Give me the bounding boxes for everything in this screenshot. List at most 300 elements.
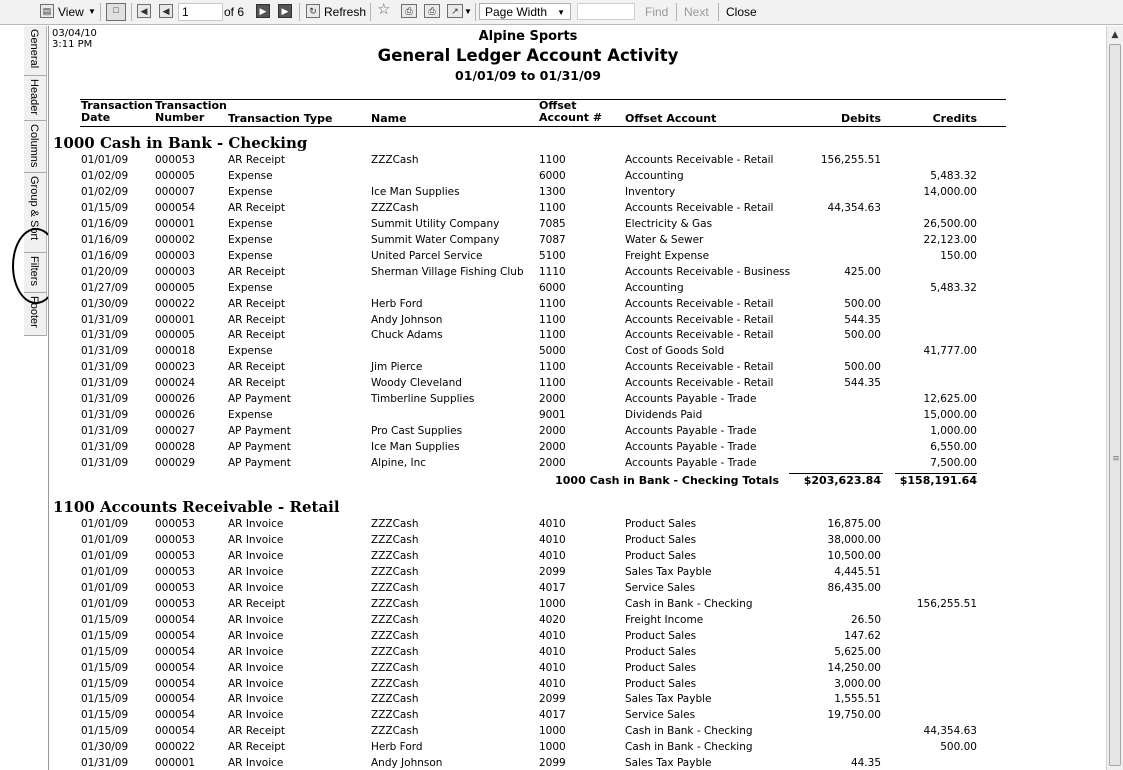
cell-type: AR Invoice	[228, 613, 284, 626]
ledger-row	[49, 645, 1007, 660]
cell-offset-account-number: 2000	[539, 393, 566, 406]
cell-name: Herb Ford	[371, 297, 423, 310]
ledger-row	[49, 376, 1007, 391]
report-date-range: 01/01/09 to 01/31/09	[455, 68, 601, 83]
cell-offset-account: Accounts Receivable - Retail	[625, 329, 774, 342]
cell-date: 01/31/09	[81, 393, 129, 406]
cell-date: 01/01/09	[81, 597, 129, 610]
cell-date: 01/31/09	[81, 409, 129, 422]
cell-number: 000054	[155, 693, 196, 706]
cell-offset-account: Accounts Receivable - Retail	[625, 377, 774, 390]
cell-number: 000001	[155, 217, 196, 230]
cell-date: 01/01/09	[81, 565, 129, 578]
find-next-button[interactable]: Next	[684, 5, 709, 19]
tab-group-sort[interactable]: Group & Sort	[24, 173, 46, 253]
cell-credit: 7,500.00	[930, 457, 977, 470]
cell-offset-account-number: 2000	[539, 441, 566, 454]
cell-number: 000024	[155, 377, 196, 390]
cell-offset-account: Service Sales	[625, 581, 696, 594]
scrollbar-thumb[interactable]	[1109, 44, 1121, 766]
cell-debit: 500.00	[844, 329, 881, 342]
cell-date: 01/27/09	[81, 281, 129, 294]
cell-type: Expense	[228, 249, 273, 262]
cell-type: AR Receipt	[228, 377, 286, 390]
cell-type: AR Invoice	[228, 709, 284, 722]
cell-debit: 544.35	[844, 377, 881, 390]
cell-name: ZZZCash	[371, 154, 419, 166]
find-input[interactable]	[577, 3, 635, 20]
cell-type: AR Invoice	[228, 661, 284, 674]
view-menu-icon: ▤	[40, 4, 54, 18]
cell-date: 01/31/09	[81, 377, 129, 390]
cell-date: 01/02/09	[81, 169, 129, 182]
first-page-icon[interactable]: ◀	[137, 4, 151, 18]
column-header-offset-account-number: Offset Account #	[539, 99, 603, 124]
cell-date: 01/15/09	[81, 201, 129, 214]
cell-debit: 5,625.00	[834, 645, 881, 658]
cell-name: ZZZCash	[371, 725, 419, 738]
cell-number: 000054	[155, 613, 196, 626]
cell-type: Expense	[228, 233, 273, 246]
favorite-star-icon[interactable]: ☆	[377, 1, 391, 18]
cell-date: 01/31/09	[81, 425, 129, 438]
cell-number: 000054	[155, 201, 196, 214]
cell-offset-account: Accounts Receivable - Retail	[625, 313, 774, 326]
cell-type: AR Invoice	[228, 581, 284, 594]
cell-date: 01/01/09	[81, 549, 129, 562]
close-button[interactable]: Close	[726, 5, 757, 19]
cell-name: ZZZCash	[371, 693, 419, 706]
cell-type: AR Invoice	[228, 565, 284, 578]
cell-name: Andy Johnson	[371, 313, 443, 326]
cell-date: 01/01/09	[81, 518, 129, 530]
cell-offset-account-number: 2099	[539, 757, 566, 770]
refresh-button[interactable]: Refresh	[324, 5, 367, 19]
cell-name: Andy Johnson	[371, 757, 443, 770]
ledger-row	[49, 692, 1007, 707]
chevron-down-icon: ▼	[557, 8, 565, 17]
cell-number: 000053	[155, 533, 196, 546]
cell-offset-account: Sales Tax Payble	[625, 565, 712, 578]
column-header-transaction-number: Transaction Number	[155, 99, 227, 124]
cell-debit: 86,435.00	[827, 581, 881, 594]
cell-number: 000029	[155, 457, 196, 470]
ledger-row	[49, 756, 1007, 770]
cell-offset-account: Product Sales	[625, 533, 697, 546]
ledger-row	[49, 549, 1007, 564]
ledger-row	[49, 313, 1007, 328]
ledger-row	[49, 661, 1007, 676]
cell-credit: 26,500.00	[923, 217, 977, 230]
cell-number: 000054	[155, 677, 196, 690]
cell-type: AR Receipt	[228, 597, 286, 610]
cell-number: 000001	[155, 757, 196, 770]
cell-offset-account: Accounts Receivable - Retail	[625, 154, 774, 166]
ledger-row	[49, 169, 1007, 184]
cell-offset-account-number: 1000	[539, 597, 566, 610]
tab-columns[interactable]: Columns	[24, 121, 46, 173]
cell-type: Expense	[228, 217, 273, 230]
ledger-row	[49, 360, 1007, 375]
cell-offset-account-number: 6000	[539, 169, 566, 182]
cell-type: AR Receipt	[228, 313, 286, 326]
cell-type: AR Receipt	[228, 201, 286, 214]
cell-offset-account-number: 7085	[539, 217, 566, 230]
print-preview-icon[interactable]: ⎙	[424, 4, 440, 18]
cell-type: AR Receipt	[228, 741, 286, 754]
find-button[interactable]: Find	[645, 5, 669, 19]
cell-offset-account: Cash in Bank - Checking	[625, 597, 753, 610]
cell-offset-account-number: 1000	[539, 741, 566, 754]
cell-offset-account-number: 5000	[539, 345, 566, 358]
view-menu-button[interactable]: View	[58, 5, 84, 19]
cell-offset-account-number: 4020	[539, 613, 566, 626]
cell-debit: 44,354.63	[827, 201, 881, 214]
cell-date: 01/31/09	[81, 345, 129, 358]
cell-debit: 14,250.00	[827, 661, 881, 674]
cell-debit: 425.00	[844, 265, 881, 278]
ledger-row	[49, 281, 1007, 296]
tab-filters[interactable]: Filters	[24, 253, 46, 293]
cell-credit: 500.00	[940, 741, 977, 754]
column-header-name: Name	[371, 112, 407, 125]
cell-type: AR Invoice	[228, 549, 284, 562]
ledger-row	[49, 533, 1007, 548]
cell-offset-account-number: 1100	[539, 297, 566, 310]
cell-number: 000053	[155, 549, 196, 562]
cell-debit: 1,555.51	[834, 693, 881, 706]
cell-offset-account: Product Sales	[625, 629, 697, 642]
cell-type: AP Payment	[228, 457, 291, 470]
toolbar-separator	[100, 3, 101, 21]
cell-number: 000005	[155, 281, 196, 294]
page-number-input[interactable]: 1	[178, 3, 223, 21]
cell-date: 01/15/09	[81, 725, 129, 738]
zoom-select[interactable]	[479, 3, 571, 20]
cell-credit: 156,255.51	[916, 597, 977, 610]
ledger-row	[49, 392, 1007, 407]
cell-offset-account-number: 6000	[539, 281, 566, 294]
scroll-up-arrow-icon[interactable]: ▲	[1111, 30, 1119, 40]
cell-offset-account-number: 1300	[539, 185, 566, 198]
cell-offset-account: Accounts Payable - Trade	[625, 393, 757, 406]
cell-type: AP Payment	[228, 441, 291, 454]
cell-credit: 1,000.00	[930, 425, 977, 438]
ledger-row	[49, 249, 1007, 264]
ledger-row	[49, 740, 1007, 755]
cell-name: Herb Ford	[371, 741, 423, 754]
cell-offset-account-number: 1100	[539, 329, 566, 342]
section-totals-row	[49, 473, 1007, 488]
cell-date: 01/15/09	[81, 629, 129, 642]
cell-offset-account: Inventory	[625, 185, 676, 198]
tab-footer[interactable]: Footer	[24, 293, 46, 336]
cell-debit: 544.35	[844, 313, 881, 326]
cell-debit: 19,750.00	[827, 709, 881, 722]
column-header-debits: Debits	[840, 112, 881, 125]
cell-offset-account-number: 4010	[539, 677, 566, 690]
cell-name: Ice Man Supplies	[371, 185, 460, 198]
cell-credit: 5,483.32	[930, 281, 977, 294]
cell-type: AR Receipt	[228, 361, 286, 374]
cell-offset-account-number: 4010	[539, 533, 566, 546]
last-page-icon[interactable]: ▶	[278, 4, 292, 18]
cell-offset-account-number: 7087	[539, 233, 566, 246]
cell-offset-account: Product Sales	[625, 645, 697, 658]
cell-number: 000026	[155, 393, 196, 406]
cell-name: ZZZCash	[371, 645, 419, 658]
cell-number: 000054	[155, 725, 196, 738]
ledger-row	[49, 517, 1007, 532]
cell-date: 01/30/09	[81, 741, 129, 754]
cell-type: AR Invoice	[228, 629, 284, 642]
cell-name: Timberline Supplies	[371, 393, 475, 406]
toolbar-separator	[131, 3, 132, 21]
cell-credit: 150.00	[940, 249, 977, 262]
ledger-row	[49, 217, 1007, 232]
cell-offset-account: Freight Expense	[625, 249, 710, 262]
cell-date: 01/16/09	[81, 233, 129, 246]
cell-debit: 3,000.00	[834, 677, 881, 690]
cell-offset-account: Water & Sewer	[625, 233, 704, 246]
cell-type: AR Receipt	[228, 725, 286, 738]
cell-number: 000003	[155, 249, 196, 262]
cell-credit: 15,000.00	[923, 409, 977, 422]
ledger-row	[49, 581, 1007, 596]
tab-general[interactable]: General	[24, 26, 46, 76]
cell-offset-account: Sales Tax Payble	[625, 757, 712, 770]
cell-type: AR Invoice	[228, 645, 284, 658]
cell-number: 000027	[155, 425, 196, 438]
cell-offset-account: Product Sales	[625, 549, 697, 562]
cell-date: 01/15/09	[81, 645, 129, 658]
export-icon[interactable]: ↗	[447, 4, 463, 18]
cell-number: 000054	[155, 661, 196, 674]
refresh-icon[interactable]: ↻	[306, 4, 320, 18]
cell-credit: 6,550.00	[930, 441, 977, 454]
cell-number: 000005	[155, 169, 196, 182]
cell-name: ZZZCash	[371, 677, 419, 690]
page-count-label: of 6	[224, 5, 245, 19]
ledger-row	[49, 424, 1007, 439]
cell-debit: 500.00	[844, 297, 881, 310]
cell-date: 01/16/09	[81, 217, 129, 230]
cell-number: 000026	[155, 409, 196, 422]
cell-name: ZZZCash	[371, 565, 419, 578]
previous-page-icon[interactable]: ◀	[159, 4, 173, 18]
ledger-row	[49, 328, 1007, 343]
cell-type: Expense	[228, 169, 273, 182]
cell-type: AP Payment	[228, 393, 291, 406]
cell-offset-account: Sales Tax Payble	[625, 693, 712, 706]
cell-name: ZZZCash	[371, 581, 419, 594]
toolbar-separator	[299, 3, 300, 21]
cell-offset-account: Accounts Receivable - Retail	[625, 201, 774, 214]
cell-offset-account: Dividends Paid	[625, 409, 703, 422]
print-date: 03/04/10	[52, 28, 97, 39]
cell-date: 01/15/09	[81, 693, 129, 706]
column-header-offset-account: Offset Account	[625, 112, 717, 125]
cell-offset-account: Accounts Receivable - Business	[625, 265, 791, 278]
cell-offset-account: Accounting	[625, 169, 684, 182]
cell-debit: 10,500.00	[827, 549, 881, 562]
cell-offset-account: Accounts Payable - Trade	[625, 457, 757, 470]
ledger-row	[49, 201, 1007, 216]
cell-name: Chuck Adams	[371, 329, 443, 342]
cell-type: AR Invoice	[228, 518, 284, 530]
cell-date: 01/01/09	[81, 581, 129, 594]
cell-name: Summit Utility Company	[371, 217, 500, 230]
toolbar-separator	[475, 3, 476, 21]
cell-offset-account: Cash in Bank - Checking	[625, 741, 753, 754]
cell-offset-account-number: 1000	[539, 725, 566, 738]
report-settings-tabs	[24, 26, 47, 336]
cell-offset-account: Product Sales	[625, 518, 697, 530]
cell-debit: 500.00	[844, 361, 881, 374]
ledger-row	[49, 613, 1007, 628]
cell-name: ZZZCash	[371, 597, 419, 610]
cell-offset-account-number: 4010	[539, 645, 566, 658]
ledger-row	[49, 597, 1007, 612]
cell-offset-account-number: 1100	[539, 201, 566, 214]
tab-header[interactable]: Header	[24, 76, 46, 121]
cell-debit: 156,255.51	[820, 154, 881, 166]
cell-number: 000007	[155, 185, 196, 198]
section-total-label: 1000 Cash in Bank - Checking Totals	[555, 474, 779, 487]
cell-offset-account-number: 4010	[539, 549, 566, 562]
cell-number: 000023	[155, 361, 196, 374]
cell-debit: 16,875.00	[827, 518, 881, 530]
cell-name: Pro Cast Supplies	[371, 425, 463, 438]
column-header-transaction-date: Transaction Date	[81, 99, 153, 124]
cell-type: AR Invoice	[228, 533, 284, 546]
vertical-scrollbar[interactable]	[1106, 26, 1123, 770]
cell-name: ZZZCash	[371, 549, 419, 562]
ledger-row	[49, 440, 1007, 455]
cell-offset-account: Product Sales	[625, 661, 697, 674]
cell-offset-account-number: 1100	[539, 313, 566, 326]
cell-date: 01/31/09	[81, 441, 129, 454]
cell-name: ZZZCash	[371, 661, 419, 674]
ledger-row	[49, 724, 1007, 739]
cell-offset-account-number: 4017	[539, 709, 566, 722]
cell-offset-account: Accounting	[625, 281, 684, 294]
cell-name: ZZZCash	[371, 709, 419, 722]
ledger-row	[49, 344, 1007, 359]
cell-type: Expense	[228, 345, 273, 358]
cell-date: 01/16/09	[81, 249, 129, 262]
cell-name: ZZZCash	[371, 613, 419, 626]
cell-offset-account: Cash in Bank - Checking	[625, 725, 753, 738]
cell-date: 01/02/09	[81, 185, 129, 198]
cell-name: ZZZCash	[371, 533, 419, 546]
cell-credit: 5,483.32	[930, 169, 977, 182]
cell-type: AR Invoice	[228, 757, 284, 770]
print-icon[interactable]: ⎙	[401, 4, 417, 18]
cell-number: 000018	[155, 345, 196, 358]
cell-offset-account-number: 4010	[539, 518, 566, 530]
section-total-debits: $203,623.84	[803, 474, 881, 487]
cell-credit: 22,123.00	[923, 233, 977, 246]
cell-credit: 44,354.63	[923, 725, 977, 738]
cell-number: 000053	[155, 565, 196, 578]
cell-credit: 14,000.00	[923, 185, 977, 198]
cell-type: AR Receipt	[228, 265, 286, 278]
cell-type: AR Receipt	[228, 154, 286, 166]
next-page-icon[interactable]: ▶	[256, 4, 270, 18]
account-section-heading: 1000 Cash in Bank - Checking	[53, 134, 308, 152]
header-bottom-rule	[80, 126, 1006, 127]
cell-offset-account-number: 1100	[539, 154, 566, 166]
view-dropdown-arrow-icon[interactable]: ▼	[88, 7, 96, 16]
cell-number: 000003	[155, 265, 196, 278]
cell-number: 000053	[155, 597, 196, 610]
cell-date: 01/31/09	[81, 329, 129, 342]
cell-debit: 147.62	[844, 629, 881, 642]
cell-type: Expense	[228, 185, 273, 198]
cell-number: 000053	[155, 154, 196, 166]
cell-date: 01/31/09	[81, 361, 129, 374]
cell-type: AR Invoice	[228, 677, 284, 690]
cell-date: 01/15/09	[81, 709, 129, 722]
cell-offset-account-number: 2000	[539, 425, 566, 438]
ledger-row	[49, 456, 1007, 471]
cell-date: 01/20/09	[81, 265, 129, 278]
toolbar-separator	[676, 3, 677, 21]
cell-offset-account: Accounts Payable - Trade	[625, 441, 757, 454]
cell-type: AR Invoice	[228, 693, 284, 706]
ledger-row	[49, 233, 1007, 248]
cell-date: 01/15/09	[81, 661, 129, 674]
cell-debit: 38,000.00	[827, 533, 881, 546]
cell-offset-account-number: 1110	[539, 265, 566, 278]
cell-offset-account: Accounts Receivable - Retail	[625, 297, 774, 310]
cell-number: 000005	[155, 329, 196, 342]
ledger-row	[49, 408, 1007, 423]
cell-type: Expense	[228, 409, 273, 422]
cell-name: Ice Man Supplies	[371, 441, 460, 454]
cell-date: 01/31/09	[81, 313, 129, 326]
cell-type: AP Payment	[228, 425, 291, 438]
cell-name: Woody Cleveland	[371, 377, 462, 390]
ledger-row	[49, 153, 1007, 168]
cell-offset-account-number: 5100	[539, 249, 566, 262]
cell-number: 000054	[155, 709, 196, 722]
report-viewport	[48, 26, 1107, 770]
ledger-row	[49, 677, 1007, 692]
cell-name: ZZZCash	[371, 201, 419, 214]
cell-name: ZZZCash	[371, 629, 419, 642]
cell-number: 000022	[155, 741, 196, 754]
cell-offset-account-number: 4017	[539, 581, 566, 594]
cell-number: 000001	[155, 313, 196, 326]
cell-offset-account: Product Sales	[625, 677, 697, 690]
cell-date: 01/15/09	[81, 677, 129, 690]
cell-date: 01/15/09	[81, 613, 129, 626]
cell-name: Sherman Village Fishing Club	[371, 265, 524, 278]
cell-number: 000022	[155, 297, 196, 310]
cell-offset-account-number: 1100	[539, 361, 566, 374]
cell-offset-account: Accounts Receivable - Retail	[625, 361, 774, 374]
cell-offset-account: Cost of Goods Sold	[625, 345, 725, 358]
cell-credit: 41,777.00	[923, 345, 977, 358]
cell-offset-account-number: 2000	[539, 457, 566, 470]
comment-toggle-icon[interactable]: □	[106, 3, 126, 21]
report-toolbar	[0, 0, 1123, 25]
export-dropdown-arrow-icon[interactable]: ▼	[464, 7, 472, 16]
toolbar-separator	[370, 3, 371, 21]
cell-offset-account-number: 4010	[539, 661, 566, 674]
